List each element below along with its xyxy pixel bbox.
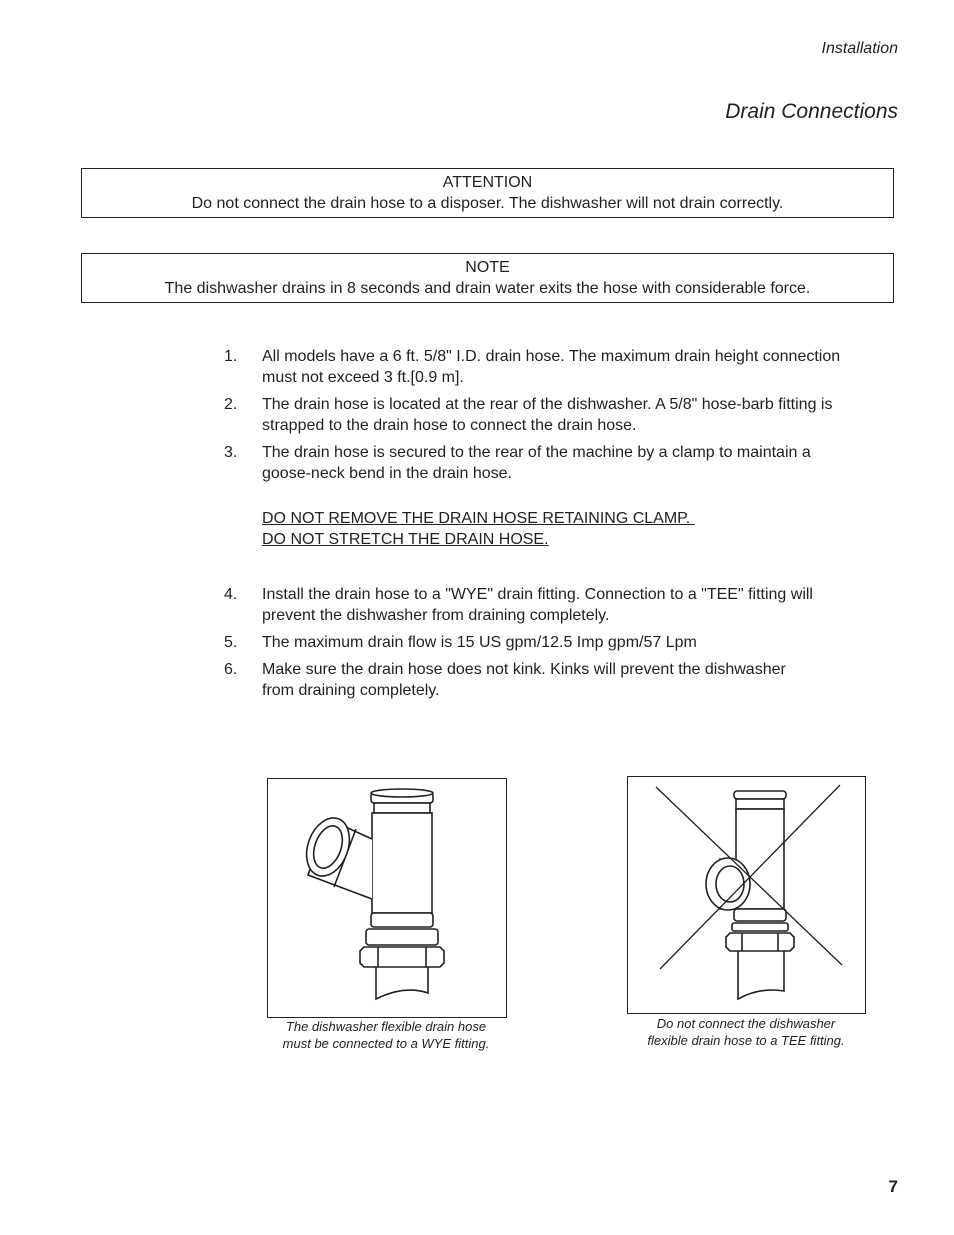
caption-line: flexible drain hose to a TEE fitting. [647,1033,845,1048]
caption-line: must be connected to a WYE fitting. [282,1036,490,1051]
step-number: 3. [224,444,238,461]
note-heading: NOTE [465,259,510,276]
note-box [81,253,894,303]
step-text-line: goose-neck bend in the drain hose. [262,465,512,482]
wye-fitting-figure [267,778,507,1018]
list-item [224,442,894,484]
attention-box [81,168,894,218]
step-text-line: prevent the dishwasher from draining completely. [262,607,610,624]
warning-line: DO NOT REMOVE THE DRAIN HOSE RETAINING CLAMP. [262,510,695,527]
page-title: Drain Connections [725,100,898,123]
tee-fitting-figure [627,776,866,1014]
step-text-line: Install the drain hose to a "WYE" drain fitting. Connection to a "TEE" fitting will [262,586,813,603]
wye-caption [259,1018,513,1052]
caption-line: The dishwasher flexible drain hose [285,1019,487,1034]
list-item [224,346,894,388]
step-text-line: Make sure the drain hose does not kink. Kinks will prevent the dishwasher [262,661,786,678]
installation-steps [224,346,894,707]
attention-heading: ATTENTION [442,174,533,191]
caption-line: Do not connect the dishwasher [656,1016,836,1031]
section-label: Installation [821,40,898,57]
step-text-line: The drain hose is located at the rear of the dishwasher. A 5/8" hose-barb fitting is [262,396,833,413]
step-number: 4. [224,586,238,603]
clamp-warning [224,508,894,550]
warning-line: DO NOT STRETCH THE DRAIN HOSE. [262,531,549,548]
step-number: 6. [224,661,238,678]
step-text-line: from draining completely. [262,682,440,699]
list-item [224,632,894,653]
step-number: 5. [224,634,238,651]
page-number: 7 [888,1177,898,1196]
attention-text: Do not connect the drain hose to a disposer. The dishwasher will not drain correctly. [191,195,784,212]
step-number: 2. [224,396,238,413]
list-item [224,584,894,626]
step-text-line: strapped to the drain hose to connect the drain hose. [262,417,637,434]
wye-fitting-icon [268,779,506,1017]
step-text-line: must not exceed 3 ft.[0.9 m]. [262,369,464,386]
step-text-line: The drain hose is secured to the rear of the machine by a clamp to maintain a [262,444,811,461]
step-text-line: All models have a 6 ft. 5/8" I.D. drain hose. The maximum drain height connection [262,348,841,365]
tee-fitting-icon [628,777,865,1013]
note-text: The dishwasher drains in 8 seconds and drain water exits the hose with considerable force. [164,280,811,297]
list-item [224,659,894,701]
tee-caption [617,1015,875,1049]
step-text-line: The maximum drain flow is 15 US gpm/12.5 Imp gpm/57 Lpm [262,634,697,651]
step-number: 1. [224,348,238,365]
list-item [224,394,894,436]
